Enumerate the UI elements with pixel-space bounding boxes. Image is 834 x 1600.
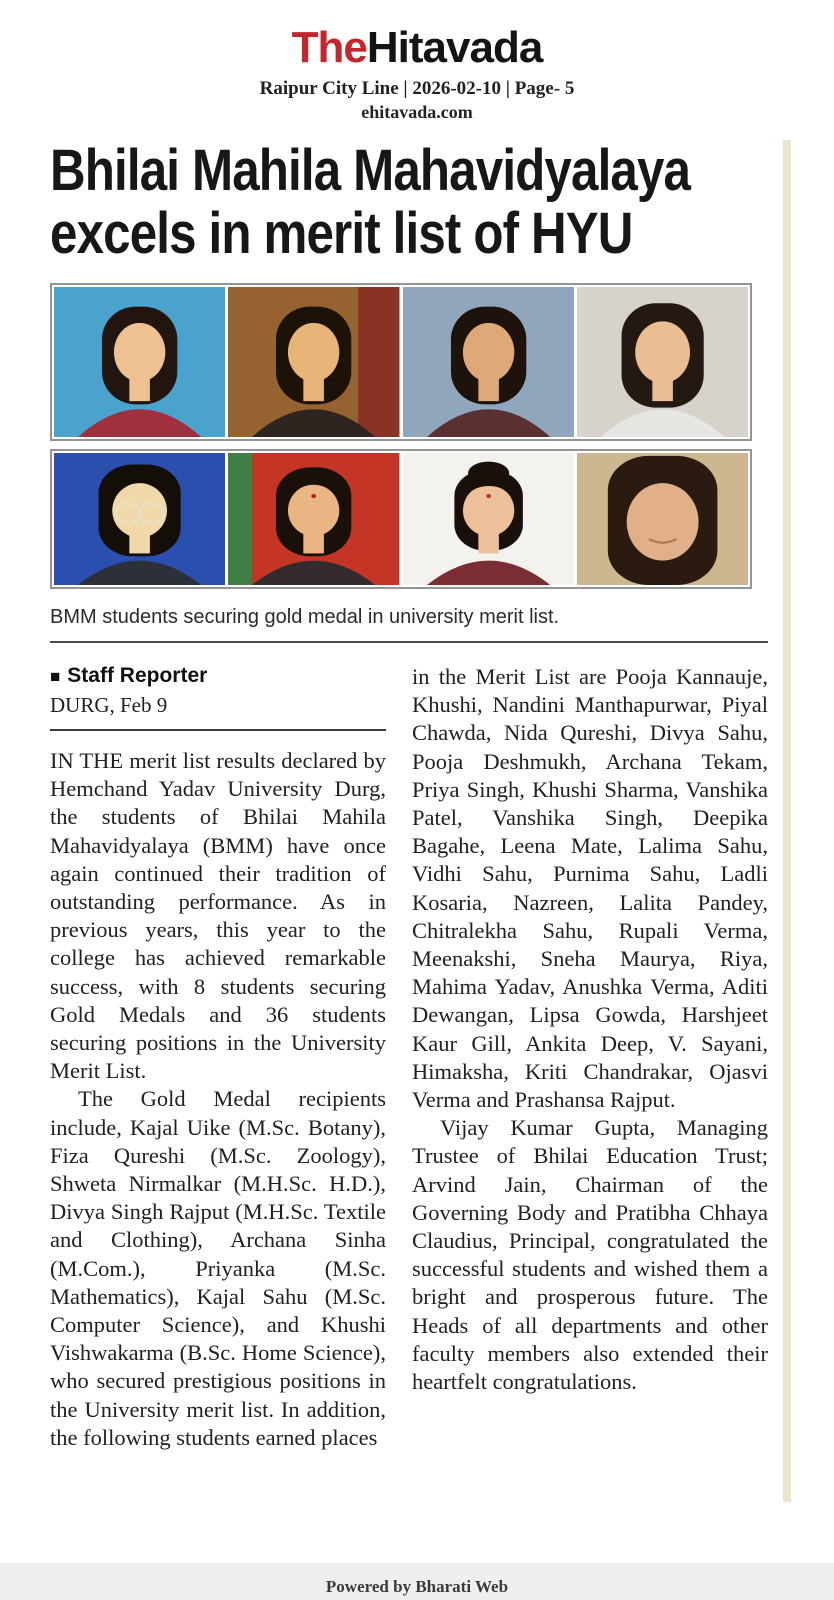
- student-portrait-1: [54, 287, 225, 437]
- right-column-text: [412, 663, 768, 1396]
- portrait-4-image: [577, 287, 748, 437]
- portrait-1-image: [54, 287, 225, 437]
- student-portrait-5: [54, 453, 225, 585]
- photo-caption: BMM students securing gold medal in university merit list.: [50, 606, 560, 628]
- left-column-text: [50, 747, 386, 1452]
- photo-row-2: [50, 449, 752, 589]
- photo-row-1: [50, 283, 752, 441]
- portrait-5-image: [54, 453, 225, 585]
- article-paragraph-3: in the Merit List are Pooja Kannauje, Khushi, Nandini Manthapurwar, Piyal Chawda, Nida Qureshi, Divya Sahu, Pooja Deshmukh, Archana Tekam, Priya Singh, Khushi Sharma, Vanshika Patel, Vanshika Singh, Deepika Bagahe, Leena Mate, Lalima Sahu, Vidhi Sahu, Purnima Sahu, Ladli Kosaria, Nazreen, Lalita Pandey, Chitralekha Sahu, Rupali Verma, Meenakshi, Sneha Maurya, Riya, Mahima Yadav, Anushka Verma, Aditi Dewangan, Lipsa Gowda, Harshjeet Kaur Gill, Ankita Deep, V. Sayani, Himaksha, Kriti Chandrakar, Ojasvi Verma and Prashansa Rajput.: [412, 664, 768, 1113]
- caption-divider: [50, 641, 768, 643]
- student-portrait-8: [577, 453, 748, 585]
- article-paragraph-2: The Gold Medal recipients include, Kajal Uike (M.Sc. Botany), Fiza Qureshi (M.Sc. Zoology), Shweta Nirmalkar (M.H.Sc. H.D.), Divya Singh Rajput (M.H.Sc. Textile and Clothing), Archana Sinha (M.Com.), Priyanka (M.Sc. Mathematics), Kajal Sahu (M.Sc. Computer Science), and Khushi Vishwakarma (B.Sc. Home Science), who secured prestigious positions in the University merit list. In addition, the following students earned places: [50, 1086, 386, 1450]
- portrait-8-image: [577, 453, 748, 585]
- byline-divider: [50, 729, 386, 731]
- right-accent-bar: [783, 140, 791, 1502]
- website-text: ehitavada.com: [361, 102, 473, 122]
- byline-block: [50, 663, 386, 731]
- student-portrait-3: [403, 287, 574, 437]
- headline-line-1: Bhilai Mahila Mahavidyalaya: [50, 138, 691, 203]
- portrait-7-image: [403, 453, 574, 585]
- newspaper-logo: [0, 24, 834, 72]
- byline-text: Staff Reporter: [67, 664, 208, 687]
- student-portrait-6: [228, 453, 399, 585]
- article-body: [50, 663, 784, 1452]
- byline: [50, 663, 386, 690]
- byline-square-icon: ■: [50, 667, 61, 686]
- article-headline: [50, 139, 784, 265]
- dateline: DURG, Feb 9: [50, 693, 168, 717]
- article-column-right: [412, 663, 768, 1452]
- masthead: [0, 0, 834, 123]
- portrait-6-image: [228, 453, 399, 585]
- portrait-3-image: [403, 287, 574, 437]
- article-paragraph-4: Vijay Kumar Gupta, Managing Trustee of Bhilai Education Trust; Arvind Jain, Chairman of the Governing Body and Pratibha Chhaya Claudius, Principal, congratulated the successful students and wished them a bright and prosperous future. The Heads of all departments and other faculty members also extended their heartfelt congratulations.: [412, 1115, 768, 1395]
- portrait-2-image: [228, 287, 399, 437]
- headline-line-2: excels in merit list of HYU: [50, 201, 633, 266]
- student-portrait-7: [403, 453, 574, 585]
- logo-hitavada: Hitavada: [366, 23, 543, 72]
- article-paragraph-1: IN THE merit list results declared by Hemchand Yadav University Durg, the students of Bhilai Mahila Mahavidyalaya (BMM) have once again continued their tradition of outstanding performance. As in previous years, this year to the college has achieved remarkable success, with 8 students securing Gold Medals and 36 students securing positions in the University Merit List.: [50, 748, 386, 1084]
- student-portrait-2: [228, 287, 399, 437]
- site-footer: [0, 1563, 834, 1600]
- logo-the: The: [291, 23, 367, 72]
- student-photo-grid: [50, 283, 752, 589]
- student-portrait-4: [577, 287, 748, 437]
- article-column-left: [50, 663, 386, 1452]
- edition-date-page-line: Raipur City Line | 2026-02-10 | Page- 5: [259, 78, 575, 99]
- footer-credit: Powered by Bharati Web: [325, 1577, 509, 1596]
